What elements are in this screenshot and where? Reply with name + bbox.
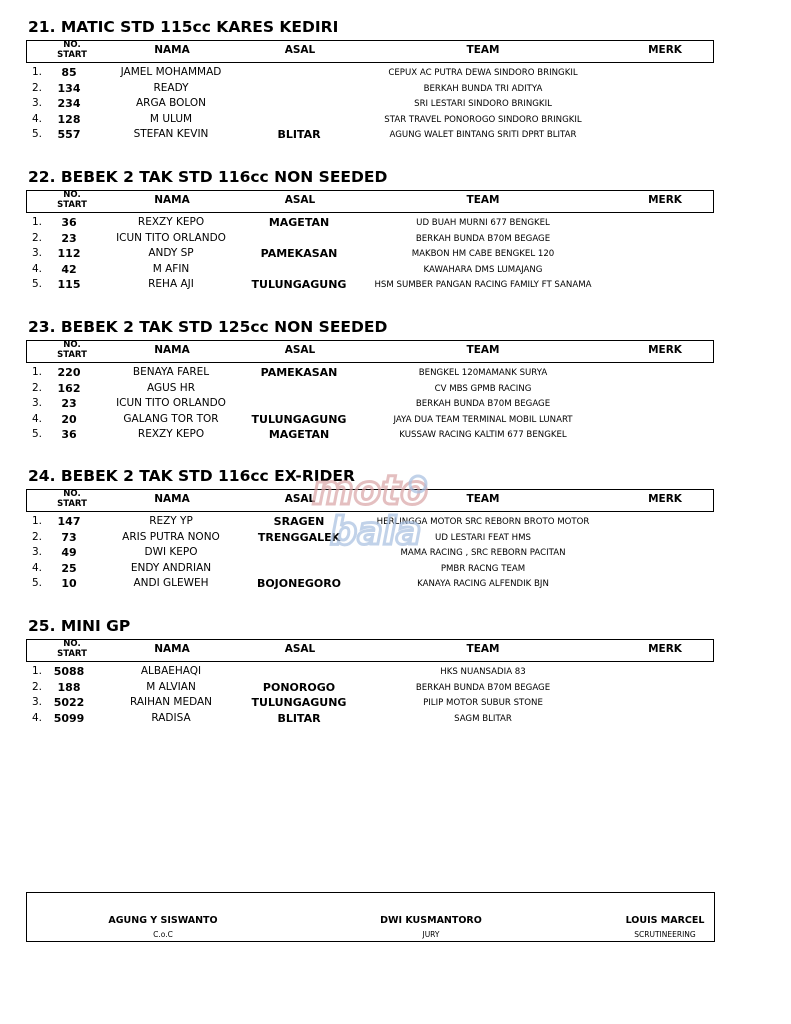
section-title: 23. BEBEK 2 TAK STD 125cc NON SEEDED <box>28 318 388 336</box>
header-merk: MERK <box>648 493 682 505</box>
header-no-line2: START <box>57 498 87 509</box>
row-position: 1. <box>32 66 43 78</box>
row-rider-name: STEFAN KEVIN <box>133 128 209 140</box>
row-start-number: 49 <box>61 546 77 559</box>
row-rider-name: JAMEL MOHAMMAD <box>120 66 222 78</box>
row-position: 2. <box>32 231 43 244</box>
header-no-line2: START <box>57 349 87 360</box>
row-start-number: 36 <box>61 428 77 441</box>
table-row <box>26 665 712 681</box>
row-origin: PAMEKASAN <box>260 366 338 379</box>
row-origin: TULUNGAGUNG <box>251 278 347 291</box>
row-position: 2. <box>32 530 43 543</box>
header-no-line1: NO. <box>63 190 81 200</box>
header-no-start <box>51 191 93 210</box>
row-rider-name: ANDY SP <box>148 247 194 259</box>
header-team: TEAM <box>466 643 500 655</box>
table-row <box>26 82 712 98</box>
section-title: 22. BEBEK 2 TAK STD 116cc NON SEEDED <box>28 168 388 186</box>
row-team: AGUNG WALET BINTANG SRITI DPRT BLITAR <box>389 130 577 140</box>
signature-scrutineering <box>595 915 735 939</box>
row-position: 3. <box>32 97 43 109</box>
table-row <box>26 128 712 144</box>
header-asal: ASAL <box>284 493 316 505</box>
row-team: SAGM BLITAR <box>454 713 512 724</box>
header-team: TEAM <box>466 493 500 505</box>
row-origin: TRENGGALEK <box>257 530 341 544</box>
row-position: 3. <box>32 696 43 708</box>
section-title: 24. BEBEK 2 TAK STD 116cc EX-RIDER <box>28 467 355 485</box>
row-origin: TULUNGAGUNG <box>251 696 347 709</box>
row-start-number: 234 <box>57 97 81 110</box>
table-row <box>26 263 712 279</box>
row-position: 5. <box>32 428 43 440</box>
header-nama: NAMA <box>154 44 190 56</box>
header-nama: NAMA <box>154 643 190 655</box>
table-row <box>26 232 712 248</box>
table-row <box>26 382 712 398</box>
row-position: 2. <box>32 381 43 394</box>
header-no-start <box>51 341 93 360</box>
row-rider-name: RADISA <box>151 711 191 724</box>
header-merk: MERK <box>648 194 682 206</box>
row-start-number: 134 <box>57 81 81 95</box>
section-title: 25. MINI GP <box>28 617 131 635</box>
row-team: KAWAHARA DMS LUMAJANG <box>423 264 543 275</box>
row-origin: TULUNGAGUNG <box>251 412 347 426</box>
header-asal: ASAL <box>284 643 316 655</box>
table-header <box>26 40 714 63</box>
row-team: BERKAH BUNDA B70M BEGAGE <box>415 682 551 693</box>
table-row <box>26 278 712 294</box>
row-rider-name: ARIS PUTRA NONO <box>122 530 220 543</box>
signature-role: JURY <box>422 930 440 939</box>
table-row <box>26 66 712 82</box>
signature-coc <box>83 915 243 939</box>
row-start-number: 42 <box>61 262 77 276</box>
row-start-number: 5099 <box>53 711 85 725</box>
table-row <box>26 428 712 444</box>
row-rider-name: ANDI GLEWEH <box>133 577 209 589</box>
header-team: TEAM <box>466 44 500 56</box>
header-nama: NAMA <box>154 194 190 206</box>
row-team: KANAYA RACING ALFENDIK BJN <box>417 579 549 589</box>
row-origin: BOJONEGORO <box>256 577 342 590</box>
row-position: 1. <box>32 366 43 378</box>
row-rider-name: REHA AJI <box>148 278 194 290</box>
signature-name: DWI KUSMANTORO <box>380 915 482 926</box>
signature-footer <box>26 892 715 942</box>
row-team: CV MBS GPMB RACING <box>434 383 532 394</box>
table-row <box>26 113 712 129</box>
row-team: CEPUX AC PUTRA DEWA SINDORO BRINGKIL <box>388 68 578 78</box>
row-rider-name: REXZY KEPO <box>137 216 205 228</box>
row-team: SRI LESTARI SINDORO BRINGKIL <box>414 99 552 109</box>
row-start-number: 73 <box>61 530 77 544</box>
row-team: HKS NUANSADIA 83 <box>440 667 526 677</box>
table-row <box>26 397 712 413</box>
row-start-number: 115 <box>57 278 81 291</box>
header-no-line2: START <box>57 648 87 659</box>
row-team: PMBR RACNG TEAM <box>440 563 526 574</box>
row-rider-name: ARGA BOLON <box>135 97 206 109</box>
row-team: KUSSAW RACING KALTIM 677 BENGKEL <box>399 430 567 440</box>
row-origin: SRAGEN <box>273 515 325 528</box>
table-row <box>26 562 712 578</box>
row-start-number: 5088 <box>53 665 85 678</box>
header-team: TEAM <box>466 344 500 356</box>
header-merk: MERK <box>648 344 682 356</box>
row-origin: PONOROGO <box>262 680 336 694</box>
header-merk: MERK <box>648 44 682 56</box>
row-team: HERLINGGA MOTOR SRC REBORN BROTO MOTOR <box>376 517 590 527</box>
row-rider-name: READY <box>153 81 189 94</box>
row-position: 2. <box>32 81 43 94</box>
row-position: 5. <box>32 577 43 589</box>
row-rider-name: M AFIN <box>152 262 190 275</box>
row-start-number: 36 <box>61 216 77 229</box>
row-rider-name: DWI KEPO <box>144 546 198 558</box>
row-team: JAYA DUA TEAM TERMINAL MOBIL LUNART <box>393 414 573 425</box>
row-team: MAMA RACING , SRC REBORN PACITAN <box>400 548 566 558</box>
row-start-number: 188 <box>57 680 81 694</box>
svg-text:moto: moto <box>312 468 428 514</box>
table-row <box>26 712 712 728</box>
row-position: 5. <box>32 128 43 140</box>
row-start-number: 220 <box>57 366 81 379</box>
row-team: STAR TRAVEL PONOROGO SINDORO BRINGKIL <box>384 114 582 125</box>
signature-name: LOUIS MARCEL <box>625 915 705 926</box>
row-team: BERKAH BUNDA B70M BEGAGE <box>415 399 551 409</box>
row-start-number: 162 <box>57 381 81 395</box>
table-row <box>26 216 712 232</box>
row-team: PILIP MOTOR SUBUR STONE <box>423 698 543 708</box>
row-position: 3. <box>32 397 43 409</box>
table-row <box>26 577 712 593</box>
row-rider-name: GALANG TOR TOR <box>123 412 219 425</box>
row-rider-name: ALBAEHAQI <box>140 665 202 677</box>
row-position: 2. <box>32 680 43 693</box>
signature-role: SCRUTINEERING <box>634 930 696 939</box>
table-body <box>26 665 712 727</box>
header-no-start <box>51 490 93 509</box>
header-asal: ASAL <box>284 44 316 56</box>
row-start-number: 20 <box>61 412 77 426</box>
motobalapan-watermark-logo <box>300 462 440 562</box>
header-merk: MERK <box>648 643 682 655</box>
row-origin: MAGETAN <box>268 428 330 441</box>
row-rider-name: M ULUM <box>149 112 193 125</box>
signature-jury <box>351 915 511 939</box>
table-row <box>26 681 712 697</box>
row-rider-name: ICUN TITO ORLANDO <box>116 397 226 409</box>
section-title: 21. MATIC STD 115cc KARES KEDIRI <box>28 18 339 36</box>
row-start-number: 557 <box>57 128 81 141</box>
row-start-number: 23 <box>61 231 77 245</box>
row-start-number: 23 <box>61 397 77 410</box>
signature-role: C.o.C <box>153 930 173 939</box>
table-row <box>26 366 712 382</box>
row-position: 5. <box>32 278 43 290</box>
header-no-start <box>51 41 93 60</box>
row-position: 1. <box>32 216 43 228</box>
table-row <box>26 247 712 263</box>
row-team: BERKAH BUNDA B70M BEGAGE <box>415 233 551 244</box>
row-rider-name: REXZY KEPO <box>137 428 205 440</box>
row-team: BENGKEL 120MAMANK SURYA <box>418 368 548 378</box>
row-position: 4. <box>32 112 43 125</box>
table-body <box>26 66 712 144</box>
row-position: 3. <box>32 247 43 259</box>
row-origin: MAGETAN <box>268 216 330 229</box>
row-rider-name: M ALVIAN <box>146 680 196 693</box>
row-rider-name: RAIHAN MEDAN <box>129 696 213 708</box>
row-start-number: 25 <box>61 561 77 575</box>
row-rider-name: BENAYA FAREL <box>132 366 210 378</box>
table-row <box>26 696 712 712</box>
header-asal: ASAL <box>284 194 316 206</box>
row-team: BERKAH BUNDA TRI ADITYA <box>423 83 543 94</box>
table-row <box>26 97 712 113</box>
row-position: 3. <box>32 546 43 558</box>
svg-text:bala: bala <box>330 509 422 553</box>
row-team: MAKBON HM CABE BENGKEL 120 <box>411 249 555 259</box>
row-origin: BLITAR <box>277 711 321 725</box>
table-header <box>26 340 714 363</box>
row-origin: BLITAR <box>277 128 321 141</box>
row-start-number: 147 <box>57 515 81 528</box>
header-no-line1: NO. <box>63 340 81 350</box>
row-rider-name: REZY YP <box>149 515 193 527</box>
row-position: 1. <box>32 665 43 677</box>
row-position: 4. <box>32 412 43 425</box>
row-position: 4. <box>32 561 43 574</box>
row-position: 4. <box>32 711 43 724</box>
row-origin: PAMEKASAN <box>260 247 338 260</box>
row-team: UD LESTARI FEAT HMS <box>435 532 531 543</box>
header-no-start <box>51 640 93 659</box>
table-body <box>26 366 712 444</box>
header-no-line1: NO. <box>63 489 81 499</box>
header-no-line1: NO. <box>63 40 81 50</box>
row-position: 4. <box>32 262 43 275</box>
row-start-number: 85 <box>61 66 77 79</box>
table-body <box>26 216 712 294</box>
header-nama: NAMA <box>154 344 190 356</box>
header-no-line2: START <box>57 49 87 60</box>
row-position: 1. <box>32 515 43 527</box>
header-no-line2: START <box>57 199 87 210</box>
row-start-number: 5022 <box>53 696 85 709</box>
row-rider-name: ICUN TITO ORLANDO <box>116 231 226 244</box>
row-rider-name: ENDY ANDRIAN <box>130 561 212 574</box>
table-header <box>26 639 714 662</box>
signature-name: AGUNG Y SISWANTO <box>108 915 218 926</box>
header-asal: ASAL <box>284 344 316 356</box>
header-nama: NAMA <box>154 493 190 505</box>
table-header <box>26 190 714 213</box>
row-team: UD BUAH MURNI 677 BENGKEL <box>416 218 550 228</box>
header-no-line1: NO. <box>63 639 81 649</box>
row-start-number: 10 <box>61 577 77 590</box>
header-team: TEAM <box>466 194 500 206</box>
row-rider-name: AGUS HR <box>146 381 195 394</box>
row-start-number: 128 <box>57 112 81 126</box>
row-team: HSM SUMBER PANGAN RACING FAMILY FT SANAMA <box>374 280 592 290</box>
row-start-number: 112 <box>57 247 81 260</box>
table-row <box>26 413 712 429</box>
